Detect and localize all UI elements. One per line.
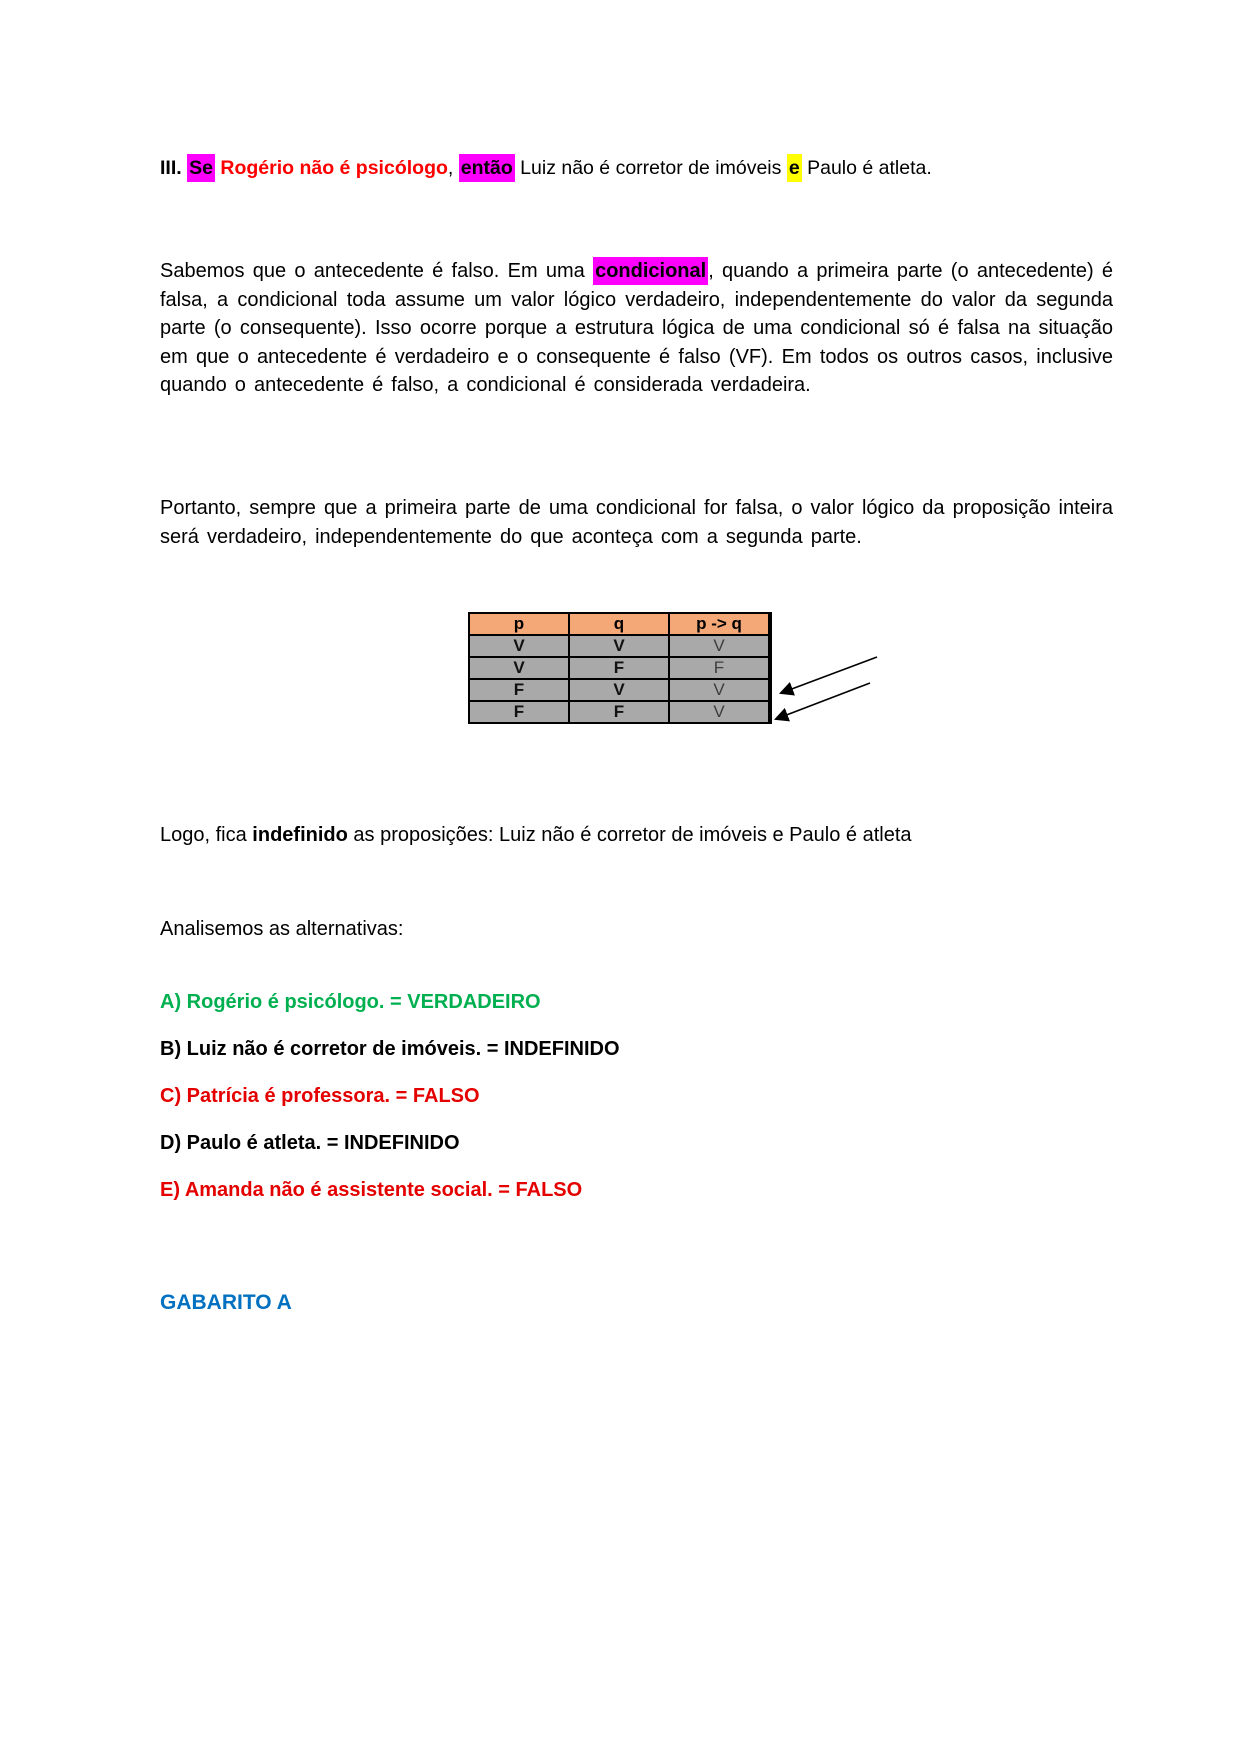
analysis-heading: Analisemos as alternativas: (160, 918, 404, 940)
cell-r4-result: V (669, 701, 770, 723)
arrow-to-row-3 (781, 657, 877, 693)
table-row (469, 635, 770, 657)
truth-table (468, 612, 772, 724)
alternative-c: C) Patrícia é professora. = FALSO (160, 1085, 480, 1107)
conclusion-before: Logo, fica (160, 824, 253, 846)
cell-r4-q: F (569, 701, 669, 723)
table-row (469, 701, 770, 723)
cell-r1-p: V (469, 635, 569, 657)
cell-r3-q: V (569, 679, 669, 701)
explanation1-before: Sabemos que o antecedente é falso. Em uma (160, 260, 594, 282)
statement-entao-highlighted: então (459, 154, 515, 182)
explanation-paragraph-2: Portanto, sempre que a primeira parte de uma condicional for falsa, o valor lógico da proposição inteira será verdadeiro, independentemente do que aconteça com a segunda parte. (160, 497, 1113, 548)
explanation1-condicional-highlighted: condicional (593, 257, 708, 285)
cell-r1-q: V (569, 635, 669, 657)
cell-r3-p: F (469, 679, 569, 701)
answer-key: GABARITO A (160, 1291, 292, 1314)
cell-r2-q: F (569, 657, 669, 679)
cell-r1-result: V (669, 635, 770, 657)
table-row (469, 657, 770, 679)
truth-table-container (468, 612, 772, 724)
cell-r4-p: F (469, 701, 569, 723)
conclusion-indefinido: indefinido (252, 824, 348, 846)
conclusion-after: as proposições: Luiz não é corretor de imóveis e Paulo é atleta (347, 824, 912, 846)
table-row (469, 679, 770, 701)
explanation1-after: , quando a primeira parte (o antecedente) é falsa, a condicional toda assume um valor lógico verdadeiro, independentemente do valor da segunda parte (o consequente). Isso ocorre porque a estrutura lógica de uma condicional só é falsa na situação em que o antecedente é verdadeiro e o consequente é falso (VF). Em todos os outros casos, inclusive quando o antecedente é falso, a condicional é considerada verdadeira. (160, 260, 1113, 396)
header-cell-p-implies-q: p -> q (669, 613, 770, 635)
header-cell-p: p (469, 613, 569, 635)
conclusion-line (160, 821, 912, 849)
statement-iii (160, 153, 932, 183)
statement-antecedent: Rogério não é psicólogo (214, 156, 448, 179)
cell-r2-result: F (669, 657, 770, 679)
statement-se-highlighted: Se (187, 154, 215, 182)
statement-consequent-1: Luiz não é corretor de imóveis (514, 156, 787, 179)
statement-consequent-2: Paulo é atleta. (801, 156, 932, 179)
arrow-to-row-4 (776, 683, 870, 719)
statement-comma: , (447, 156, 459, 179)
alternatives-list (160, 988, 620, 1223)
statement-number: III. (160, 156, 188, 179)
alternative-a: A) Rogério é psicólogo. = VERDADEIRO (160, 991, 541, 1013)
cell-r3-result: V (669, 679, 770, 701)
explanation-paragraph-1 (160, 257, 1113, 400)
pointer-arrows-icon (763, 640, 893, 732)
statement-e-highlighted: e (787, 154, 802, 182)
header-cell-q: q (569, 613, 669, 635)
cell-r2-p: V (469, 657, 569, 679)
alternative-b: B) Luiz não é corretor de imóveis. = INDEFINIDO (160, 1038, 620, 1060)
alternative-e: E) Amanda não é assistente social. = FALSO (160, 1179, 583, 1201)
truth-table-header-row (469, 613, 770, 635)
alternative-d: D) Paulo é atleta. = INDEFINIDO (160, 1132, 460, 1154)
